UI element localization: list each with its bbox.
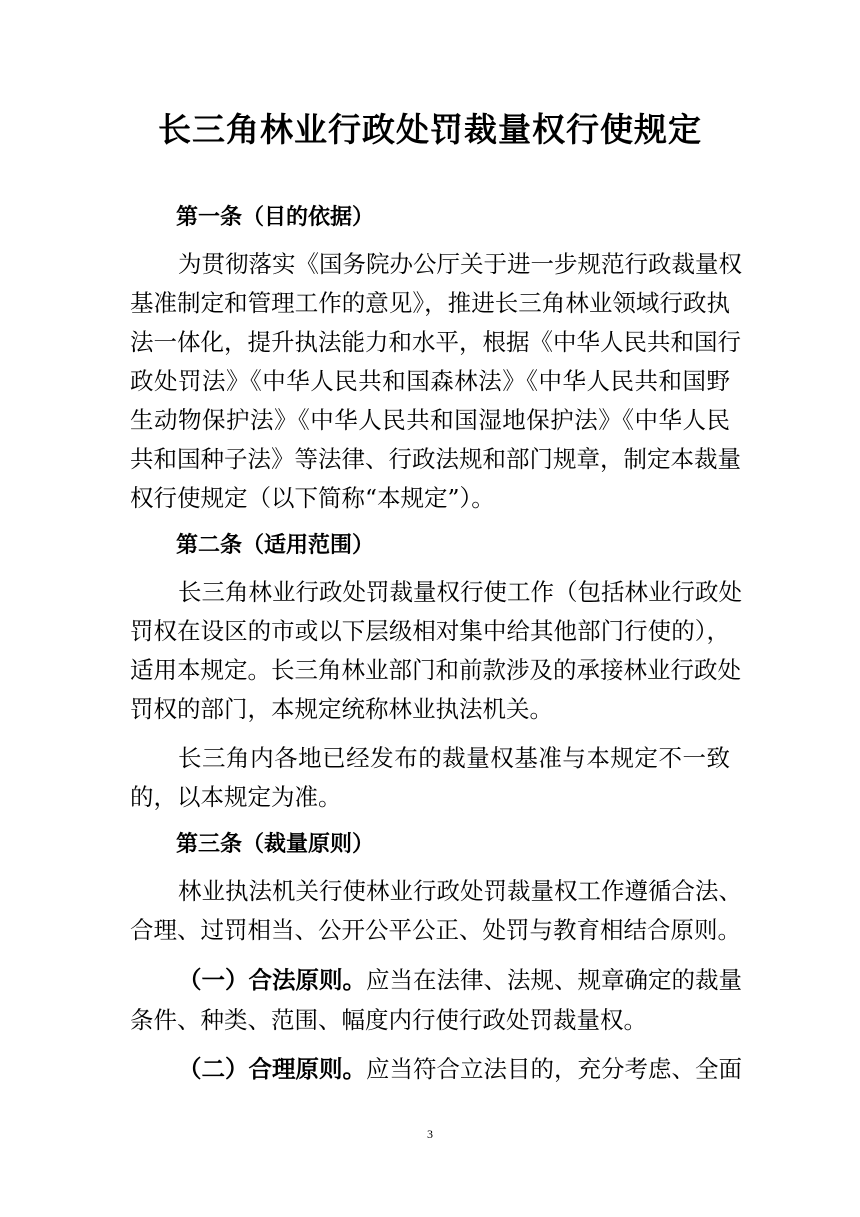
article-2-line: 的，以本规定为准。: [130, 783, 342, 811]
article-1-line: 基准制定和管理工作的意见》，推进长三角林业领域行政执: [130, 289, 730, 317]
article-1-line: 生动物保护法》《中华人民共和国湿地保护法》《中华人民: [130, 406, 730, 434]
article-2-line: 适用本规定。长三角林业部门和前款涉及的承接林业行政处: [130, 656, 741, 684]
article-1-line: 政处罚法》《中华人民共和国森林法》《中华人民共和国野: [130, 367, 730, 395]
principle-1-line: [178, 960, 742, 1000]
article-3-heading: 第三条（裁量原则）: [176, 832, 375, 857]
article-2-line: 长三角林业行政处罚裁量权行使工作（包括林业行政处: [178, 578, 742, 606]
principle-1-label: （一）合法原则。: [178, 966, 366, 994]
article-2-line: 长三角内各地已经发布的裁量权基准与本规定不一致: [178, 744, 730, 772]
article-1-heading: 第一条（目的依据）: [176, 205, 375, 230]
principle-1-line: 条件、种类、范围、幅度内行使行政处罚裁量权。: [130, 1006, 647, 1034]
article-2-heading: 第二条（适用范围）: [176, 533, 375, 558]
document-title: 长三角林业行政处罚裁量权行使规定: [158, 110, 702, 149]
article-2-line: 罚权的部门，本规定统称林业执法机关。: [130, 695, 553, 723]
principle-2-text: 应当符合立法目的，充分考虑、全面: [366, 1055, 742, 1083]
article-1-line: 权行使规定（以下简称“本规定”）。: [130, 484, 495, 512]
article-1-line: 为贯彻落实《国务院办公厅关于进一步规范行政裁量权: [178, 250, 742, 278]
article-3-line: 合理、过罚相当、公开公平公正、处罚与教育相结合原则。: [130, 916, 741, 944]
article-1-line: 共和国种子法》等法律、行政法规和部门规章，制定本裁量: [130, 445, 741, 473]
principle-2-line: [178, 1049, 742, 1089]
page-number: 3: [427, 1127, 433, 1141]
article-3-line: 林业执法机关行使林业行政处罚裁量权工作遵循合法、: [178, 877, 742, 905]
article-1-line: 法一体化，提升执法能力和水平，根据《中华人民共和国行: [130, 328, 741, 356]
principle-1-text: 应当在法律、法规、规章确定的裁量: [366, 966, 742, 994]
principle-2-label: （二）合理原则。: [178, 1055, 366, 1083]
article-2-line: 罚权在设区的市或以下层级相对集中给其他部门行使的），: [130, 617, 730, 645]
